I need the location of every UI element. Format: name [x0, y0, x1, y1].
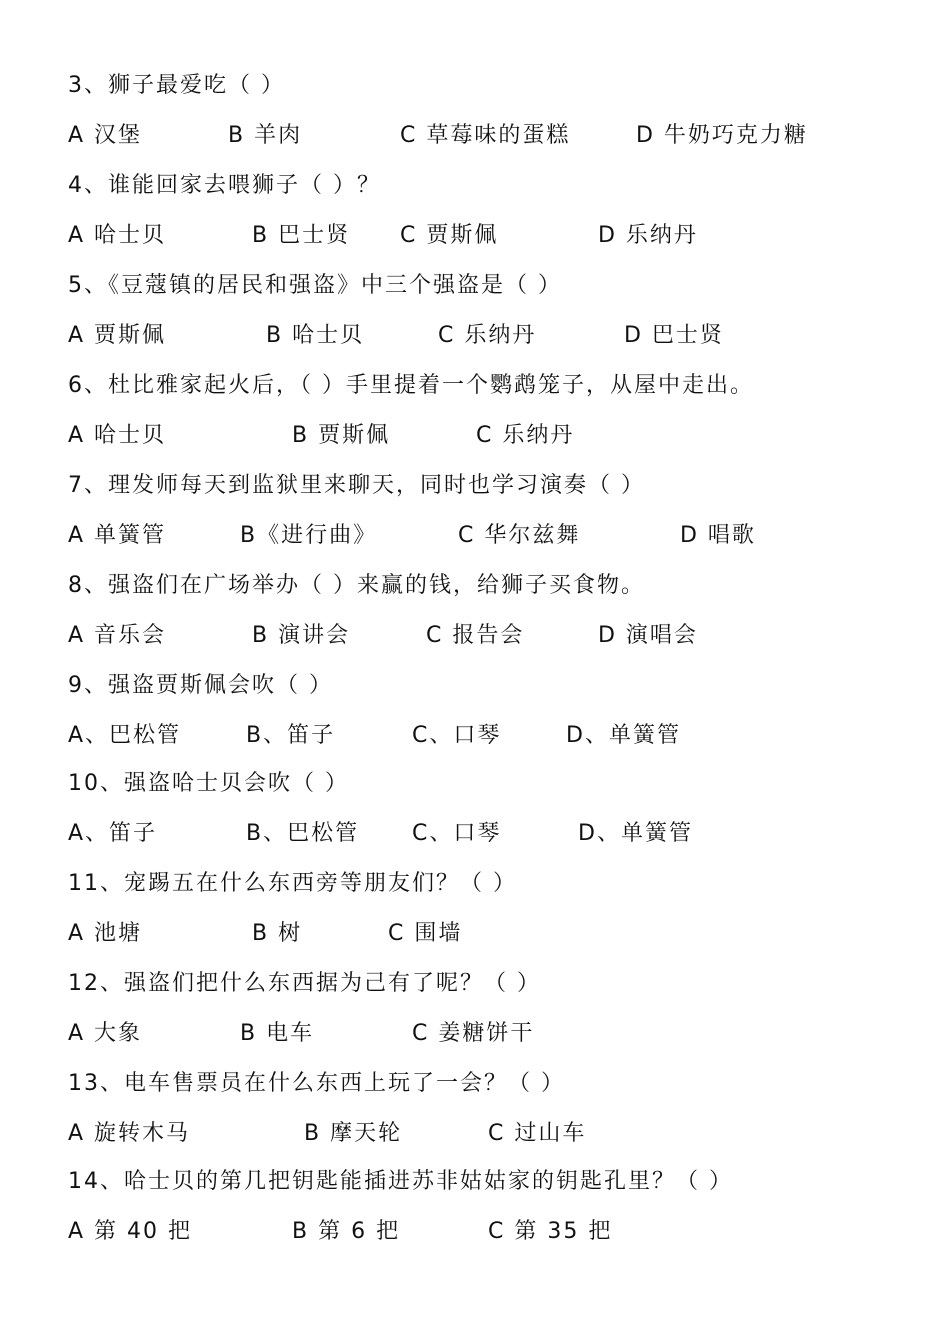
- option-c: C 报告会: [426, 623, 525, 648]
- option-c: C 过山车: [488, 1121, 587, 1146]
- option-a: A 贾斯佩: [68, 323, 167, 348]
- question-3: 3、狮子最爱吃（ ）: [68, 73, 285, 98]
- question-10: 10、强盗哈士贝会吹（ ）: [68, 771, 349, 796]
- option-b: B《进行曲》: [240, 523, 378, 548]
- option-c: C、口琴: [412, 821, 502, 846]
- option-a: A 大象: [68, 1021, 143, 1046]
- option-a: A 哈士贝: [68, 223, 167, 248]
- option-d: D 唱歌: [680, 523, 756, 548]
- option-c: C 姜糖饼干: [412, 1021, 535, 1046]
- option-a: A 音乐会: [68, 623, 167, 648]
- question-12: 12、强盗们把什么东西据为己有了呢？（ ）: [68, 971, 541, 996]
- question-6: 6、杜比雅家起火后，（ ）手里提着一个鹦鹉笼子，从屋中走出。: [68, 373, 754, 398]
- option-b: B 摩天轮: [304, 1121, 403, 1146]
- question-13: 13、电车售票员在什么东西上玩了一会？（ ）: [68, 1071, 565, 1096]
- option-b: B 巴士贤: [252, 223, 351, 248]
- question-4: 4、谁能回家去喂狮子（ ）？: [68, 173, 381, 198]
- option-d: D 巴士贤: [624, 323, 724, 348]
- option-c: C 第 35 把: [488, 1219, 613, 1244]
- option-a: A 旋转木马: [68, 1121, 191, 1146]
- option-a: A 第 40 把: [68, 1219, 193, 1244]
- option-b: B 树: [252, 921, 303, 946]
- question-8: 8、强盗们在广场举办（ ）来赢的钱，给狮子买食物。: [68, 573, 645, 598]
- option-a: A、笛子: [68, 821, 158, 846]
- question-5: 5、《豆蔻镇的居民和强盗》中三个强盗是（ ）: [68, 273, 562, 298]
- option-d: D、单簧管: [566, 723, 681, 748]
- option-a: A 汉堡: [68, 123, 143, 148]
- option-c: C 围墙: [388, 921, 463, 946]
- option-b: B、巴松管: [246, 821, 360, 846]
- question-11: 11、宠踢五在什么东西旁等朋友们？（ ）: [68, 871, 517, 896]
- option-b: B 哈士贝: [266, 323, 365, 348]
- question-14: 14、哈士贝的第几把钥匙能插进苏非姑姑家的钥匙孔里？（ ）: [68, 1169, 733, 1194]
- option-c: C 贾斯佩: [400, 223, 499, 248]
- question-9: 9、强盗贾斯佩会吹（ ）: [68, 673, 333, 698]
- option-b: B 电车: [240, 1021, 315, 1046]
- option-c: C 乐纳丹: [438, 323, 537, 348]
- option-d: D 牛奶巧克力糖: [636, 123, 808, 148]
- option-a: A、巴松管: [68, 723, 182, 748]
- option-a: A 哈士贝: [68, 423, 167, 448]
- option-c: C、口琴: [412, 723, 502, 748]
- option-c: C 华尔兹舞: [458, 523, 581, 548]
- option-a: A 池塘: [68, 921, 143, 946]
- question-7: 7、理发师每天到监狱里来聊天，同时也学习演奏（ ）: [68, 473, 645, 498]
- option-b: B、笛子: [246, 723, 336, 748]
- option-a: A 单簧管: [68, 523, 167, 548]
- option-d: D 乐纳丹: [598, 223, 698, 248]
- option-c: C 乐纳丹: [476, 423, 575, 448]
- option-b: B 贾斯佩: [292, 423, 391, 448]
- option-b: B 第 6 把: [292, 1219, 401, 1244]
- option-b: B 演讲会: [252, 623, 351, 648]
- option-d: D、单簧管: [578, 821, 693, 846]
- option-c: C 草莓味的蛋糕: [400, 123, 571, 148]
- option-b: B 羊肉: [228, 123, 303, 148]
- option-d: D 演唱会: [598, 623, 698, 648]
